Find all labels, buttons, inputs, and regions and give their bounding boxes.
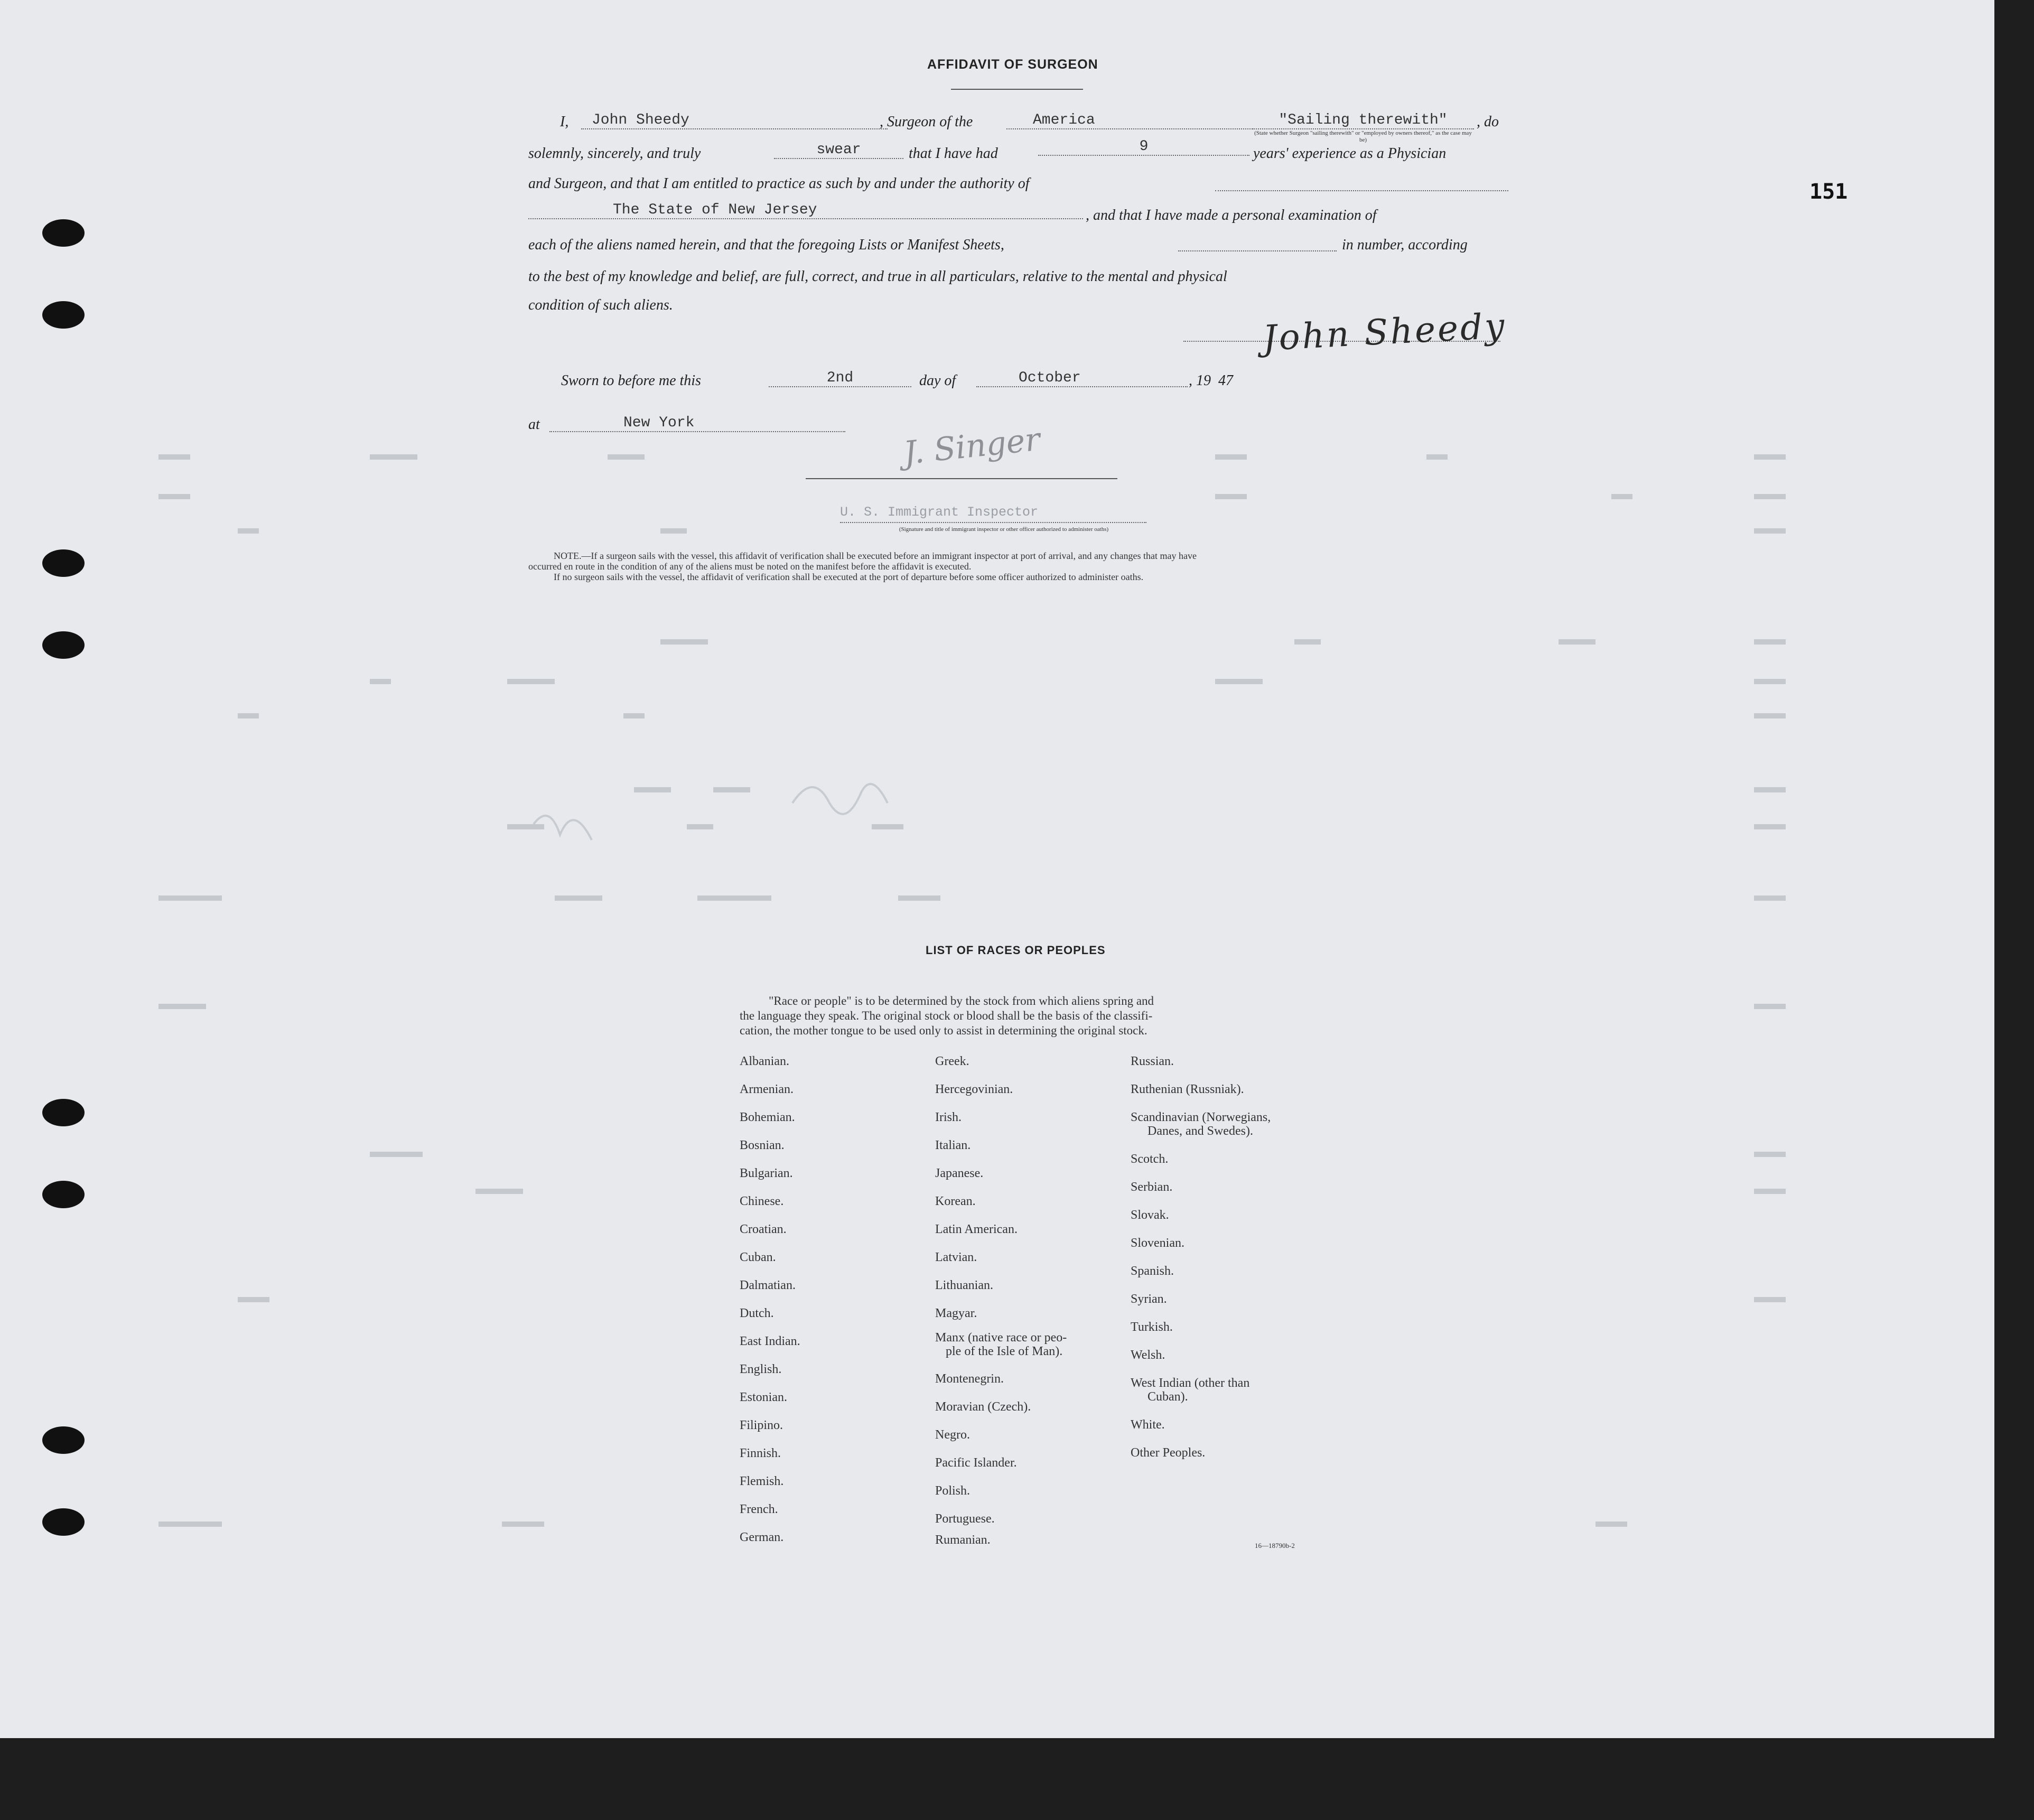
affidavit-line1-mid: , Surgeon of the	[880, 114, 973, 130]
affidavit-line5-prefix: each of the aliens named herein, and that the foregoing Lists or Manifest Sheets,	[528, 237, 1004, 253]
race-item: Cuban).	[1147, 1390, 1188, 1404]
race-item: Lithuanian.	[935, 1278, 993, 1292]
race-item: Armenian.	[740, 1082, 794, 1096]
race-item: Turkish.	[1131, 1320, 1173, 1334]
race-item: Welsh.	[1131, 1348, 1165, 1362]
race-item: Polish.	[935, 1484, 971, 1498]
race-item: Moravian (Czech).	[935, 1400, 1031, 1414]
race-item: Scotch.	[1131, 1152, 1169, 1166]
inspector-title-line	[840, 522, 1146, 523]
race-item: Danes, and Swedes).	[1147, 1124, 1253, 1138]
race-item: Filipino.	[740, 1418, 783, 1432]
authority-name: The State of New Jersey	[528, 202, 1083, 219]
title-rule	[951, 89, 1083, 90]
race-item: Greek.	[935, 1054, 969, 1068]
race-item: Italian.	[935, 1138, 971, 1152]
race-item: ple of the Isle of Man).	[946, 1345, 1063, 1358]
race-item: Russian.	[1131, 1054, 1174, 1068]
affidavit-line2-mid: that I have had	[909, 145, 998, 162]
oath-word: swear	[774, 142, 903, 159]
surgeon-capacity: "Sailing therewith"	[1252, 112, 1474, 129]
sworn-year: 47	[1218, 372, 1233, 389]
sworn-day: 2nd	[769, 370, 911, 387]
race-item: Portuguese.	[935, 1512, 995, 1526]
surgeon-signature: John Sheedy	[1262, 305, 1508, 359]
authority-blank	[1215, 190, 1508, 191]
race-item: Albanian.	[740, 1054, 789, 1068]
race-item: Hercegovinian.	[935, 1082, 1013, 1096]
affidavit-line4-suffix: , and that I have made a personal examination of	[1086, 207, 1377, 223]
race-item: Syrian.	[1131, 1292, 1167, 1306]
note-line3: If no surgeon sails with the vessel, the affidavit of verification shall be executed at the port of departure before some officer authorized to administer oaths.	[554, 572, 1144, 582]
sworn-year-prefix: , 19	[1189, 372, 1211, 389]
race-item: Dalmatian.	[740, 1278, 796, 1292]
race-item: English.	[740, 1362, 782, 1376]
race-item: Estonian.	[740, 1390, 787, 1404]
race-item: Latvian.	[935, 1250, 977, 1264]
sheets-count-blank	[1178, 250, 1337, 251]
race-item: Slovak.	[1131, 1208, 1169, 1222]
vessel-name: America	[1006, 112, 1265, 129]
sworn-place: New York	[549, 415, 845, 432]
at-label: at	[528, 416, 540, 433]
race-item: Serbian.	[1131, 1180, 1173, 1194]
affidavit-line6: to the best of my knowledge and belief, are full, correct, and true in all particulars, relative to the mental and physical	[528, 268, 1227, 285]
race-item: Flemish.	[740, 1474, 784, 1488]
inspector-caption: (Signature and title of immigrant inspector or other officer authorized to administer oaths)	[899, 526, 1109, 533]
race-item: Pacific Islander.	[935, 1456, 1017, 1470]
races-intro-line1: "Race or people" is to be determined by the stock from which aliens spring and	[769, 994, 1154, 1007]
affidavit-line1-prefix: I,	[560, 114, 569, 130]
race-item: Irish.	[935, 1110, 962, 1124]
races-intro-line3: cation, the mother tongue to be used only to assist in determining the original stock.	[740, 1024, 1147, 1037]
affidavit-line3: and Surgeon, and that I am entitled to practice as such by and under the authority of	[528, 175, 1030, 192]
races-intro-line2: the language they speak. The original stock or blood shall be the basis of the classifi-	[740, 1009, 1153, 1022]
affidavit-line2-suffix: years' experience as a Physician	[1253, 145, 1447, 162]
sworn-prefix: Sworn to before me this	[561, 372, 701, 389]
race-item: Bohemian.	[740, 1110, 795, 1124]
surgeon-name: John Sheedy	[581, 112, 888, 129]
inspector-signature: J. Singer	[902, 421, 1042, 472]
race-item: Chinese.	[740, 1194, 784, 1208]
race-item: Spanish.	[1131, 1264, 1174, 1278]
race-item: Slovenian.	[1131, 1236, 1184, 1250]
race-item: Bulgarian.	[740, 1166, 793, 1180]
races-title: LIST OF RACES OR PEOPLES	[926, 944, 1106, 957]
race-item: Korean.	[935, 1194, 976, 1208]
affidavit-line1-suffix: , do	[1477, 114, 1499, 130]
race-item: Ruthenian (Russniak).	[1131, 1082, 1244, 1096]
race-item: White.	[1131, 1418, 1165, 1432]
page-number: 151	[1809, 180, 1848, 204]
race-item: Latin American.	[935, 1222, 1018, 1236]
years-experience: 9	[1038, 138, 1249, 156]
affidavit-line5-suffix: in number, according	[1342, 237, 1468, 253]
race-item: Japanese.	[935, 1166, 984, 1180]
note-line1: NOTE.—If a surgeon sails with the vessel, this affidavit of verification shall be executed before an immigrant inspector at port of arrival, and any changes that may have	[554, 550, 1197, 561]
race-item: Magyar.	[935, 1306, 977, 1320]
affidavit-line7: condition of such aliens.	[528, 297, 673, 313]
race-item: West Indian (other than	[1131, 1376, 1250, 1390]
race-item: French.	[740, 1502, 778, 1516]
race-item: Dutch.	[740, 1306, 774, 1320]
note-line2: occurred en route in the condition of any of the aliens must be noted on the manifest before the affidavit is executed.	[528, 561, 972, 572]
capacity-note: (State whether Surgeon "sailing therewith" or "employed by owners thereof," as the case may be)	[1254, 130, 1472, 143]
race-item: Montenegrin.	[935, 1372, 1004, 1386]
race-item: Other Peoples.	[1131, 1446, 1206, 1460]
race-item: Finnish.	[740, 1446, 781, 1460]
race-item: East Indian.	[740, 1334, 800, 1348]
race-item: Scandinavian (Norwegians,	[1131, 1110, 1271, 1124]
form-number: 16—18790b-2	[1255, 1542, 1295, 1550]
sworn-day-label: day of	[919, 372, 956, 389]
affidavit-title: AFFIDAVIT OF SURGEON	[927, 57, 1098, 72]
affidavit-line2-prefix: solemnly, sincerely, and truly	[528, 145, 701, 162]
race-item: German.	[740, 1530, 784, 1544]
sworn-month: October	[976, 370, 1188, 387]
race-item: Negro.	[935, 1428, 970, 1442]
race-item: Croatian.	[740, 1222, 787, 1236]
inspector-title: U. S. Immigrant Inspector	[840, 505, 1039, 520]
inspector-rule	[806, 478, 1117, 479]
race-item: Rumanian.	[935, 1533, 991, 1547]
race-item: Cuban.	[740, 1250, 776, 1264]
race-item: Bosnian.	[740, 1138, 785, 1152]
race-item: Manx (native race or peo-	[935, 1331, 1067, 1345]
